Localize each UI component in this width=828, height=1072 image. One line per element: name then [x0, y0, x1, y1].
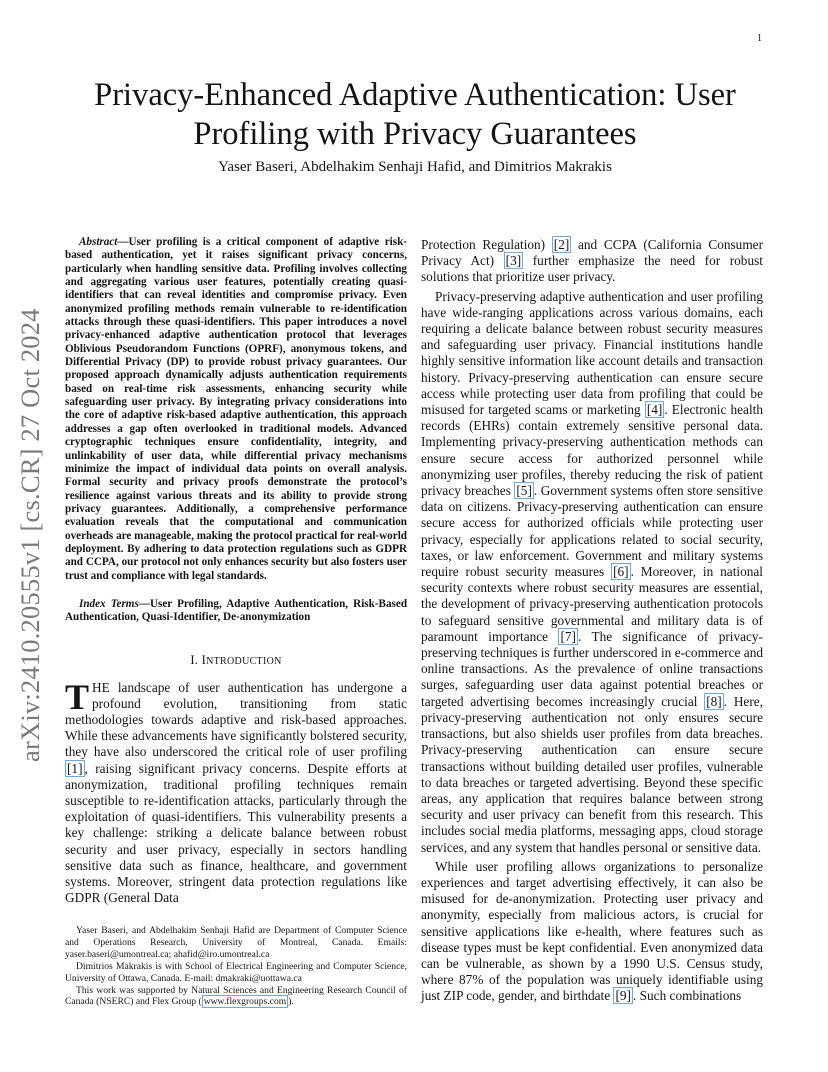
intro-paragraph-1	[65, 676, 407, 907]
footnote-affiliation-1: Yaser Baseri, and Abdelhakim Senhaji Hafid are Department of Computer Science and Operations Research, University of Montreal, Canada. Emails: yaser.baseri@umontreal.ca; ahafid@iro.umontreal.ca	[65, 925, 407, 960]
r-text: . Moreover, in national security contexts where robust security measures are essential, the development of privacy-preserving authentication protocols to safeguard sensitive governmental and military data is of paramount importance	[421, 564, 763, 644]
paper-title	[60, 76, 770, 154]
index-terms-text: —User Profiling, Adaptive Authentication, Risk-Based Authentication, Quasi-Identifier, De-anonymization	[65, 597, 408, 624]
citation-link-9[interactable]: [9]	[615, 988, 631, 1004]
abstract-text: —User profiling is a critical component of adaptive risk-based authentication, yet it raises significant privacy concerns, particularly when handling sensitive data. Profiling involves collecting and aggregating various user features, potentially creating quasi-identifiers that can reveal identities and compromise privacy. Even anonymized profiling methods remain vulnerable to re-identification attacks through these quasi-identifiers. This paper introduces a novel privacy-enhanced adaptive authentication protocol that leverages Oblivious Pseudorandom Functions (OPRF), anonymous tokens, and Differential Privacy (DP) to provide robust privacy guarantees. Our proposed approach dynamically adjusts authentication requirements based on real-time risk assessments, enhancing security while safeguarding user privacy. By integrating privacy considerations into the core of adaptive risk-based adaptive authentication, this approach addresses a gap often overlooked in traditional models. Advanced cryptographic techniques ensure confidentiality, integrity, and unlinkability of user data, while differential privacy mechanisms minimize the impact of individual data points on overall analysis. Formal security and privacy proofs demonstrate the protocol’s resilience against various threats and its ability to provide strong privacy guarantees. Additionally, a comprehensive performance evaluation reveals that the computational and communication overheads are manageable, making the protocol practical for real-world deployment. By adhering to data protection regulations such as GDPR and CCPA, our protocol not only enhances security but also fosters user trust and compliance with legal standards.	[65, 236, 407, 582]
right-paragraph-0	[421, 237, 763, 286]
author-list: Yaser Baseri, Abdelhakim Senhaji Hafid, and Dimitrios Makrakis	[218, 159, 612, 175]
citation-link-7[interactable]: [7]	[560, 628, 576, 644]
right-paragraph-2	[421, 859, 763, 1005]
r-text: . Here, privacy-preserving authentication not only ensures secure transactions, but also shields user profiles from data breaches. Privacy-preserving authentication can ensure secure transactions without building detailed user profiles, vulnerable to data breaches or targeted advertising. Beyond these specific areas, any application that requires balance between strong security and user privacy can benefit from this research. This includes social media platforms, messaging apps, cloud storage services, and any system that handles personal or sensitive data.	[421, 693, 763, 855]
citation-link-1[interactable]: [1]	[67, 760, 83, 776]
r-text: . Such combinations	[632, 988, 742, 1004]
arxiv-identifier-stamp: arXiv:2410.20555v1 [cs.CR] 27 Oct 2024	[15, 308, 45, 762]
footnote-funding	[65, 985, 407, 1009]
citation-link-4[interactable]: [4]	[646, 402, 663, 418]
r-text: Privacy-preserving adaptive authentication and user profiling have wide-ranging applications across various domains, each requiring a delicate balance between robust security measures and safeguarding user privacy. Financial institutions handle highly sensitive information like account details and transaction history. Privacy-preserving authentication can ensure secure access while protecting user data from profiling that could be misused for targeted scams or marketing	[421, 288, 763, 418]
intro-text-a: HE landscape of user authentication has undergone a profound evolution, transitioning from static methodologies towards adaptive and risk-based approaches. While these advancements have significantly bolstered security, they have also underscored the critical role of user profiling	[65, 679, 407, 760]
r-text: . Electronic health records (EHRs) contain extremely sensitive personal data. Implementing privacy-preserving authentication methods can ensure secure access for authorized personnel while anonymizing user profiles, thereby reducing the risk of patient privacy breaches	[421, 402, 763, 499]
section-title-rest: NTRODUCTION	[206, 655, 282, 667]
section-number: I.	[190, 652, 202, 667]
citation-link-5[interactable]: [5]	[516, 483, 532, 499]
citation-link-6[interactable]: [6]	[613, 564, 629, 580]
r-text: and CCPA (California Consumer Privacy Act)	[421, 237, 763, 269]
r-text: . Government systems often store sensitive data on citizens. Privacy-preserving authentication can ensure secure access for authorized officials while protecting user privacy, especially for applications related to social security, taxes, or law enforcement. Government and military systems require robust security measures	[421, 483, 763, 580]
index-terms	[65, 598, 407, 625]
r-text: Protection Regulation)	[421, 237, 552, 252]
section-initial: I	[201, 652, 207, 667]
citation-link-3[interactable]: [3]	[505, 253, 522, 269]
page-number: 1	[757, 33, 762, 44]
title-line-2: Profiling with Privacy Guarantees	[193, 116, 637, 152]
left-column	[65, 236, 407, 906]
title-line-1: Privacy-Enhanced Adaptive Authentication: User	[94, 77, 736, 113]
abstract-label: Abstract	[79, 236, 118, 248]
intro-text-b: , raising significant privacy concerns. Despite efforts at anonymization, traditional profiling techniques remain susceptible to re-identification attacks, particularly through the exploitation of quasi-identifiers. This vulnerability presents a key challenge: striking a delicate balance between robust security and user privacy, especially in sectors handling sensitive data such as finance, healthcare, and government systems. Moreover, stringent data protection regulations like GDPR (General Data	[65, 760, 407, 906]
r-text: . The significance of privacy-preserving techniques is further underscored in e-commerce and online transactions. As the prevalence of online transactions surges, safeguarding user data against potential breaches or targeted advertising becomes increasingly crucial	[421, 628, 763, 709]
footnotes	[65, 925, 407, 1008]
citation-link-8[interactable]: [8]	[706, 693, 722, 709]
right-paragraph-1	[421, 289, 763, 856]
abstract	[65, 236, 407, 583]
drop-cap: T	[65, 676, 90, 717]
flexgroups-link[interactable]: www.flexgroups.com	[203, 996, 287, 1008]
index-terms-label: Index Terms	[79, 597, 139, 610]
citation-link-2[interactable]: [2]	[553, 237, 570, 252]
funding-text-b: ).	[288, 996, 294, 1008]
section-heading-introduction	[65, 653, 407, 668]
r-text: While user profiling allows organizations to personalize experiences and target advertising effectively, it can also be misused for de-anonymization. Protecting user privacy and anonymity, especially from malicious actors, is crucial for sensitive applications like e-health, where features such as disease types must be kept confidential. Even anonymized data can be vulnerable, as shown by a 1990 U.S. Census study, where 87% of the population was uniquely identifiable using just ZIP code, gender, and birthdate	[421, 858, 763, 1004]
r-text: further emphasize the need for robust solutions that prioritize user privacy.	[421, 253, 763, 285]
right-column	[421, 237, 763, 1005]
footnote-affiliation-2: Dimitrios Makrakis is with School of Electrical Engineering and Computer Science, University of Ottawa, Canada. E-mail: dmakraki@uottawa.ca	[65, 960, 407, 984]
funding-text-a: This work was supported by Natural Sciences and Engineering Research Council of Canada (NSERC) and Flex Group (	[65, 984, 407, 1008]
